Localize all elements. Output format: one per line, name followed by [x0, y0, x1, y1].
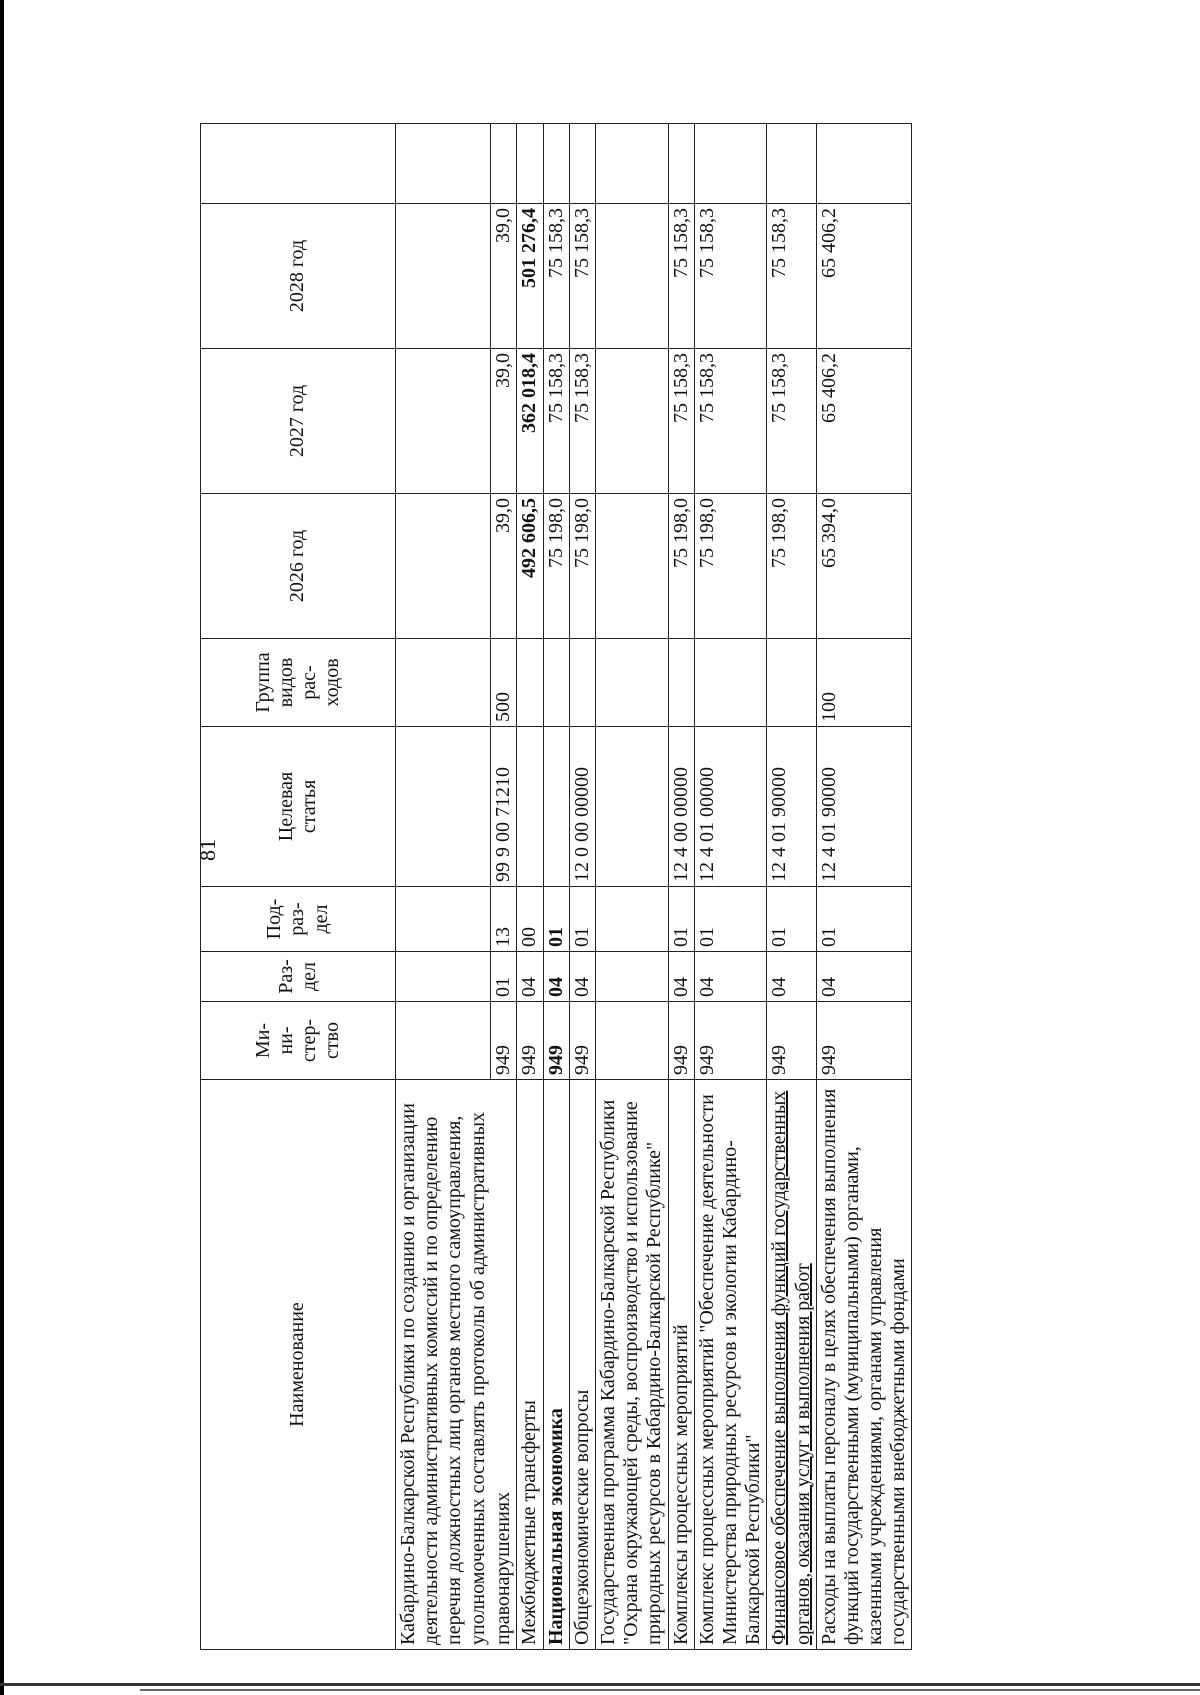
row-2027: 65 406,2	[816, 349, 912, 494]
row-ministry	[396, 1002, 491, 1080]
row-target: 12 0 00 00000	[569, 727, 595, 887]
row-name-text: Финансовое обеспечение выполнения функций государственных органов, оказания услуг и выполнения работ	[768, 1090, 814, 1645]
row-2028: 75 158,3	[767, 204, 816, 349]
table-row	[596, 124, 669, 1650]
row-section: 04	[517, 952, 543, 1002]
row-2026: 75 198,0	[694, 494, 767, 639]
header-target: Целевая статья	[201, 727, 396, 887]
row-ministry: 949	[668, 1002, 694, 1080]
row-2027	[396, 349, 491, 494]
header-2027: 2027 год	[201, 349, 396, 494]
scan-left-edge	[0, 0, 4, 1695]
header-extra	[201, 124, 396, 204]
row-name	[767, 1080, 816, 1650]
row-extra	[668, 124, 694, 204]
row-subsection	[396, 887, 491, 952]
row-extra	[596, 124, 669, 204]
header-expense-group: Группа видов рас- ходов	[201, 639, 396, 727]
row-2026: 65 394,0	[816, 494, 912, 639]
row-subsection: 01	[767, 887, 816, 952]
row-subsection: 00	[517, 887, 543, 952]
row-group	[543, 639, 569, 727]
row-target	[396, 727, 491, 887]
row-extra	[694, 124, 767, 204]
table-row	[543, 124, 569, 1650]
row-2028	[396, 204, 491, 349]
row-ministry: 949	[694, 1002, 767, 1080]
row-section: 04	[668, 952, 694, 1002]
row-2028	[596, 204, 669, 349]
table-row	[396, 124, 491, 1650]
row-section: 04	[694, 952, 767, 1002]
budget-table	[200, 123, 912, 1650]
table-row	[767, 124, 816, 1650]
row-2027: 75 158,3	[767, 349, 816, 494]
row-name: Общеэкономические вопросы	[569, 1080, 595, 1650]
row-ministry: 949	[816, 1002, 912, 1080]
row-name: Государственная программа Кабардино-Балкарской Республики "Охрана окружающей среды, воспроизводство и использование природных ресурсов в Кабардино-Балкарской Республике"	[596, 1080, 669, 1650]
row-group: 500	[491, 639, 517, 727]
row-group	[517, 639, 543, 727]
row-name: Национальная экономика	[543, 1080, 569, 1650]
row-ministry: 949	[569, 1002, 595, 1080]
row-2026: 75 198,0	[569, 494, 595, 639]
row-target	[596, 727, 669, 887]
header-2026: 2026 год	[201, 494, 396, 639]
row-2026: 492 606,5	[517, 494, 543, 639]
table-row	[816, 124, 912, 1650]
scan-bottom-edge-secondary	[140, 1689, 1200, 1691]
row-2026	[596, 494, 669, 639]
row-target	[543, 727, 569, 887]
row-name: Расходы на выплаты персоналу в целях обеспечения выполнения функций государственными (муниципальными) органами, казенными учреждениями, органами управления государственными внебюджетными фондами	[816, 1080, 912, 1650]
row-2026: 75 198,0	[543, 494, 569, 639]
row-2027: 75 158,3	[543, 349, 569, 494]
header-ministry: Ми- ни- стер- ство	[201, 1002, 396, 1080]
row-subsection: 01	[694, 887, 767, 952]
row-section: 04	[543, 952, 569, 1002]
row-2028: 75 158,3	[543, 204, 569, 349]
row-ministry: 949	[491, 1002, 517, 1080]
row-extra	[569, 124, 595, 204]
scan-bottom-edge	[0, 1683, 1200, 1686]
table-row	[517, 124, 543, 1650]
row-2028: 65 406,2	[816, 204, 912, 349]
row-group	[668, 639, 694, 727]
row-2028: 39,0	[491, 204, 517, 349]
row-2027: 39,0	[491, 349, 517, 494]
row-ministry: 949	[767, 1002, 816, 1080]
row-subsection: 13	[491, 887, 517, 952]
row-section	[596, 952, 669, 1002]
row-group	[569, 639, 595, 727]
row-extra	[767, 124, 816, 204]
row-2027: 75 158,3	[668, 349, 694, 494]
row-ministry: 949	[543, 1002, 569, 1080]
table-row	[491, 124, 517, 1650]
row-group: 100	[816, 639, 912, 727]
row-subsection: 01	[668, 887, 694, 952]
row-extra	[517, 124, 543, 204]
row-group	[596, 639, 669, 727]
row-extra	[543, 124, 569, 204]
row-target: 12 4 01 90000	[816, 727, 912, 887]
row-2028: 75 158,3	[694, 204, 767, 349]
row-subsection	[596, 887, 669, 952]
header-section: Раз- дел	[201, 952, 396, 1002]
row-name: Комплекс процессных мероприятий "Обеспечение деятельности Министерства природных ресурсов и экологии Кабардино-Балкарской Республики"	[694, 1080, 767, 1650]
row-name: Комплексы процессных мероприятий	[668, 1080, 694, 1650]
row-extra	[816, 124, 912, 204]
row-section: 01	[491, 952, 517, 1002]
row-2028: 75 158,3	[569, 204, 595, 349]
row-name: правонарушениях	[491, 1080, 517, 1650]
row-name: Кабардино-Балкарской Республики по созданию и организации деятельности административных комиссий и по определению перечня должностных лиц органов местного самоуправления, уполномоченных составлять протоколы об административных	[396, 1080, 491, 1650]
row-extra	[396, 124, 491, 204]
row-2026: 75 198,0	[767, 494, 816, 639]
header-row	[201, 124, 396, 1650]
row-subsection: 01	[543, 887, 569, 952]
row-ministry	[596, 1002, 669, 1080]
row-2027: 75 158,3	[694, 349, 767, 494]
header-2028: 2028 год	[201, 204, 396, 349]
row-2026: 39,0	[491, 494, 517, 639]
row-2028: 75 158,3	[668, 204, 694, 349]
row-target: 12 4 01 90000	[767, 727, 816, 887]
row-target	[517, 727, 543, 887]
table-row	[668, 124, 694, 1650]
row-target: 99 9 00 71210	[491, 727, 517, 887]
header-name: Наименование	[201, 1080, 396, 1650]
row-group	[767, 639, 816, 727]
rotated-page	[165, 50, 1115, 1650]
row-section: 04	[569, 952, 595, 1002]
row-target: 12 4 01 00000	[694, 727, 767, 887]
row-group	[396, 639, 491, 727]
row-section	[396, 952, 491, 1002]
table-row	[694, 124, 767, 1650]
row-group	[694, 639, 767, 727]
row-2027: 75 158,3	[569, 349, 595, 494]
row-2026: 75 198,0	[668, 494, 694, 639]
row-2027: 362 018,4	[517, 349, 543, 494]
row-2026	[396, 494, 491, 639]
row-extra	[491, 124, 517, 204]
row-ministry: 949	[517, 1002, 543, 1080]
page-number: 81	[195, 839, 220, 861]
row-target: 12 4 00 00000	[668, 727, 694, 887]
row-2027	[596, 349, 669, 494]
row-2028: 501 276,4	[517, 204, 543, 349]
row-section: 04	[816, 952, 912, 1002]
header-subsection: Под- раз- дел	[201, 887, 396, 952]
row-subsection: 01	[569, 887, 595, 952]
row-name: Межбюджетные трансферты	[517, 1080, 543, 1650]
row-section: 04	[767, 952, 816, 1002]
row-subsection: 01	[816, 887, 912, 952]
table-row	[569, 124, 595, 1650]
